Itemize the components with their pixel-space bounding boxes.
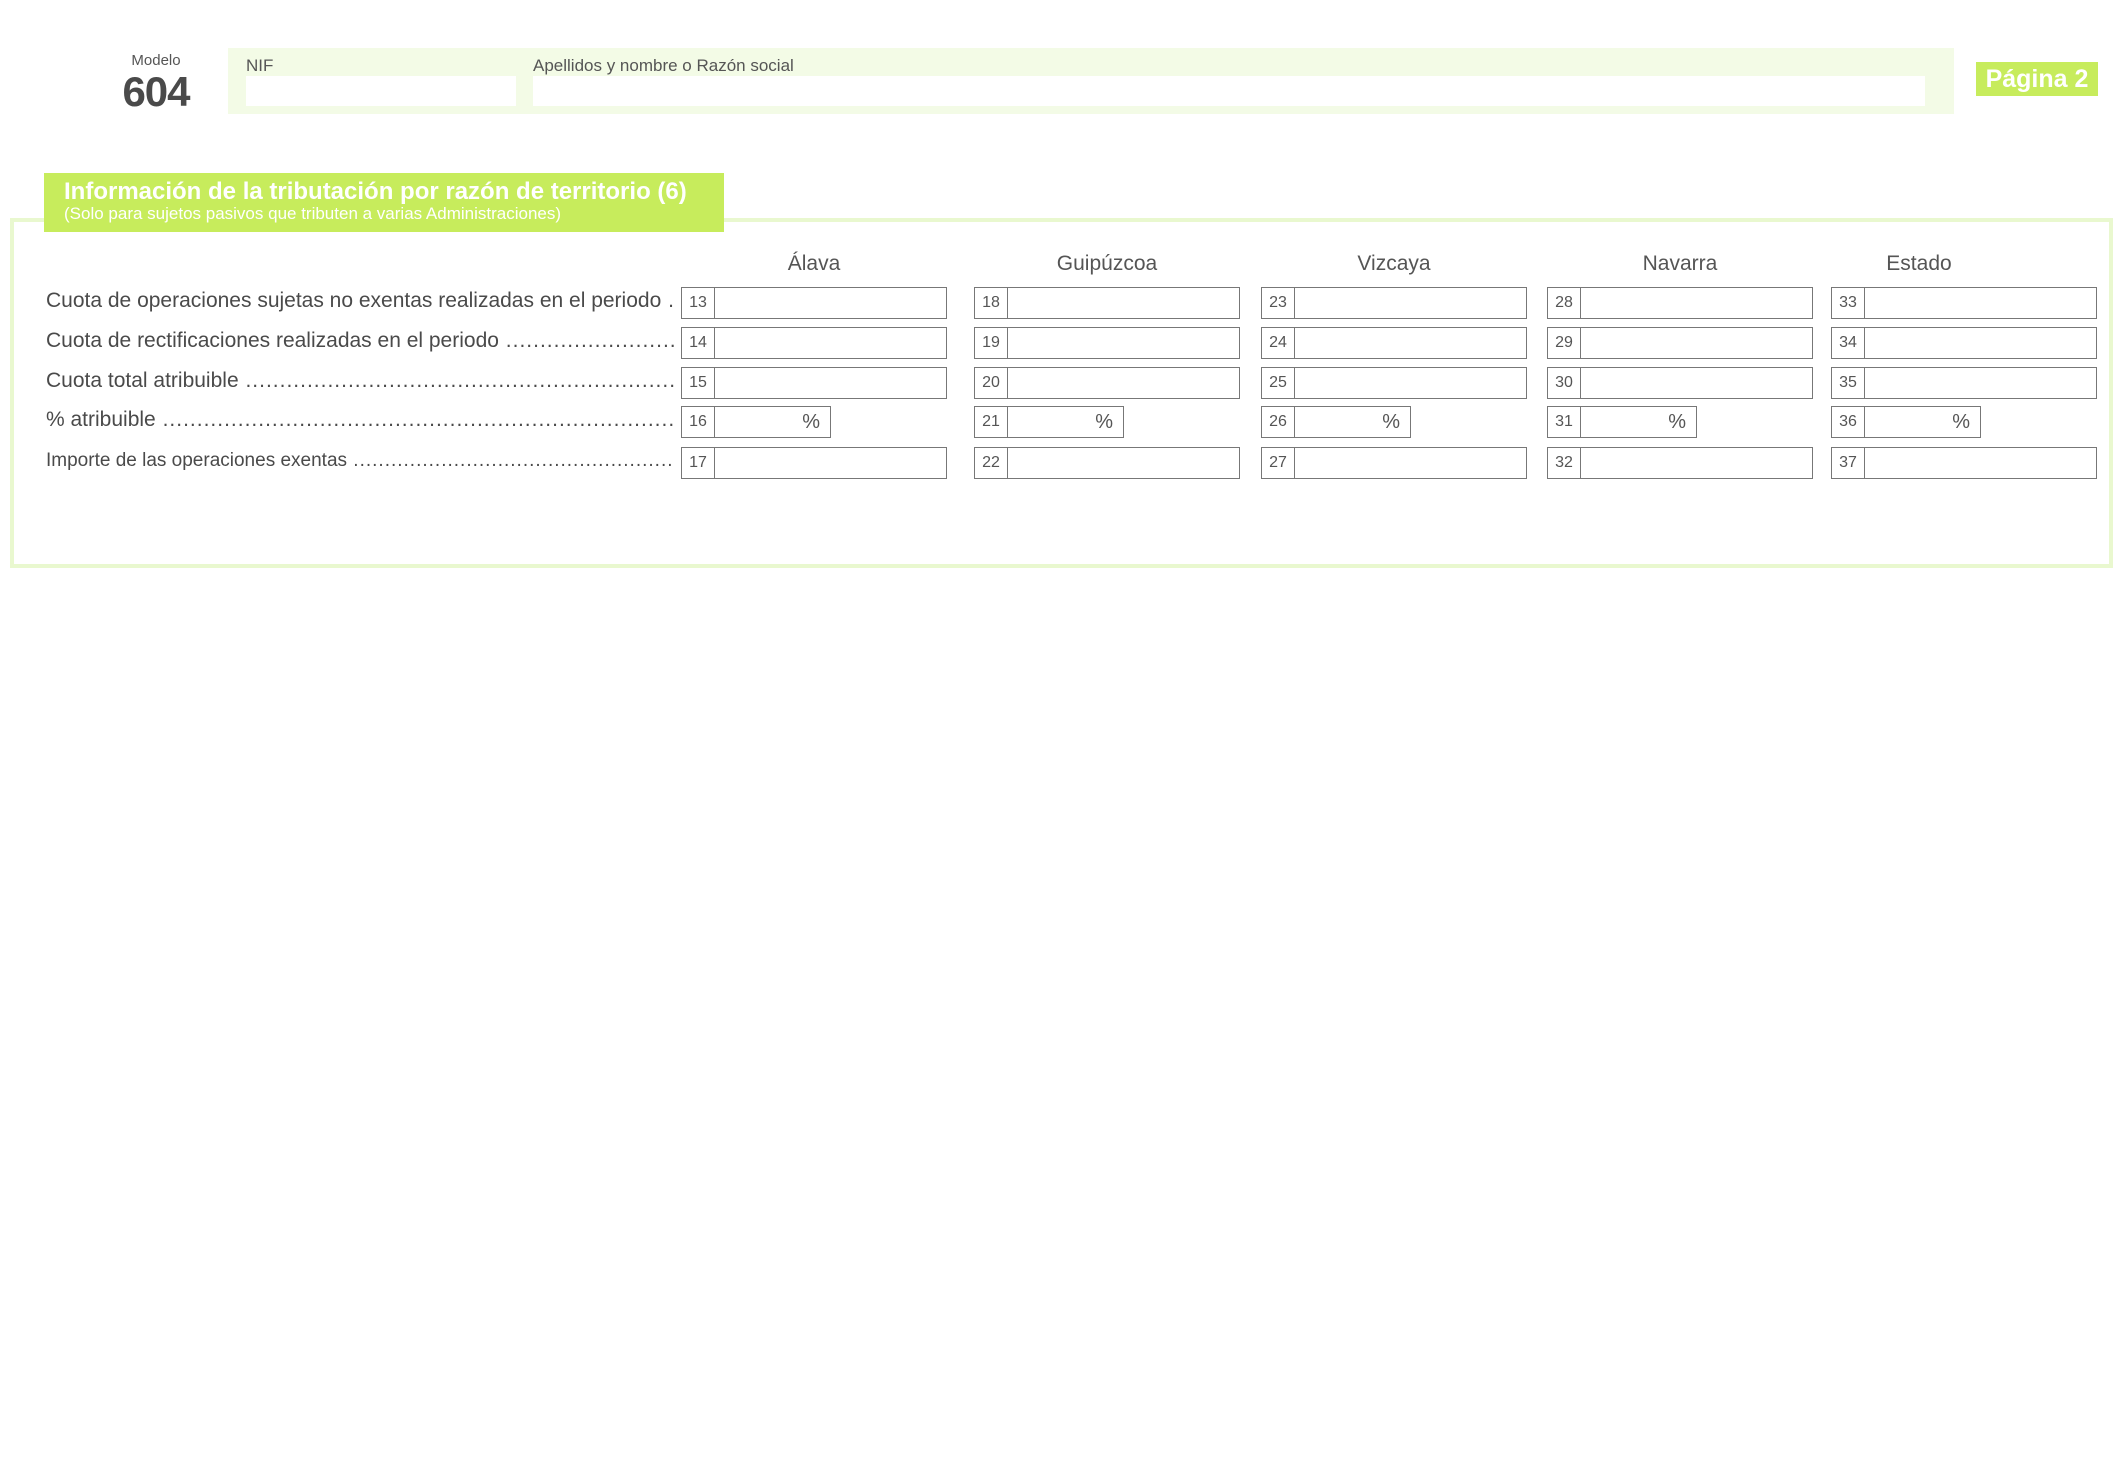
box-number: 27 [1262,448,1295,478]
box-24[interactable] [1261,327,1527,359]
nombre-field[interactable] [533,76,1925,106]
box-19[interactable] [974,327,1240,359]
row-label-2 [46,368,674,394]
modelo-number: 604 [122,68,190,115]
box-20-input[interactable] [1008,368,1239,398]
box-17[interactable] [681,447,947,479]
box-27-input[interactable] [1295,448,1526,478]
box-number: 15 [682,368,715,398]
box-31-input[interactable] [1581,407,1696,437]
row-label-text: Cuota total atribuible [46,369,239,392]
modelo-label: Modelo [131,52,181,69]
box-18-input[interactable] [1008,288,1239,318]
box-37-input[interactable] [1865,448,2096,478]
box-35-input[interactable] [1865,368,2096,398]
box-number: 33 [1832,288,1865,318]
box-number: 26 [1262,407,1295,437]
box-32[interactable] [1547,447,1813,479]
box-28[interactable] [1547,287,1813,319]
row-label-1 [46,328,674,354]
box-32-input[interactable] [1581,448,1812,478]
box-15[interactable] [681,367,947,399]
box-number: 17 [682,448,715,478]
box-number: 31 [1548,407,1581,437]
box-number: 21 [975,407,1008,437]
percent-sign: % [1668,411,1686,433]
box-number: 23 [1262,288,1295,318]
box-number: 30 [1548,368,1581,398]
box-24-input[interactable] [1295,328,1526,358]
box-17-input[interactable] [715,448,946,478]
nombre-label: Apellidos y nombre o Razón social [533,56,794,75]
box-27[interactable] [1261,447,1527,479]
box-37[interactable] [1831,447,2097,479]
percent-sign: % [1095,411,1113,433]
box-number: 18 [975,288,1008,318]
box-33-input[interactable] [1865,288,2096,318]
box-number: 36 [1832,407,1865,437]
box-36[interactable] [1831,406,1981,438]
box-13-input[interactable] [715,288,946,318]
box-18[interactable] [974,287,1240,319]
section-title: Información de la tributación por razón de territorio (6) [64,178,687,205]
row-label-3 [46,407,674,433]
box-25-input[interactable] [1295,368,1526,398]
box-34[interactable] [1831,327,2097,359]
box-29[interactable] [1547,327,1813,359]
box-22[interactable] [974,447,1240,479]
box-23-input[interactable] [1295,288,1526,318]
box-21-input[interactable] [1008,407,1123,437]
column-header-1: Guipúzcoa [1056,252,1158,275]
column-header-4: Estado [1886,252,1952,275]
percent-sign: % [1382,411,1400,433]
box-19-input[interactable] [1008,328,1239,358]
box-number: 37 [1832,448,1865,478]
box-23[interactable] [1261,287,1527,319]
box-number: 22 [975,448,1008,478]
box-36-input[interactable] [1865,407,1980,437]
box-number: 32 [1548,448,1581,478]
box-number: 16 [682,407,715,437]
box-35[interactable] [1831,367,2097,399]
box-number: 29 [1548,328,1581,358]
row-label-text: % atribuible [46,408,156,431]
box-31[interactable] [1547,406,1697,438]
box-20[interactable] [974,367,1240,399]
box-28-input[interactable] [1581,288,1812,318]
box-number: 24 [1262,328,1295,358]
box-16[interactable] [681,406,831,438]
box-21[interactable] [974,406,1124,438]
row-label-0 [46,288,674,314]
row-label-text: Cuota de operaciones sujetas no exentas realizadas en el periodo [46,289,662,312]
box-34-input[interactable] [1865,328,2096,358]
nif-field[interactable] [246,76,516,106]
column-header-3: Navarra [1642,252,1718,275]
box-13[interactable] [681,287,947,319]
box-29-input[interactable] [1581,328,1812,358]
box-number: 14 [682,328,715,358]
page-badge: Página 2 [1976,62,2098,96]
box-15-input[interactable] [715,368,946,398]
percent-sign: % [1952,411,1970,433]
box-22-input[interactable] [1008,448,1239,478]
box-number: 20 [975,368,1008,398]
box-25[interactable] [1261,367,1527,399]
box-33[interactable] [1831,287,2097,319]
identification-band [228,48,1954,114]
box-30-input[interactable] [1581,368,1812,398]
column-header-2: Vizcaya [1357,252,1431,275]
row-label-text: Importe de las operaciones exentas [46,450,348,471]
section-title-tab [44,173,724,232]
box-number: 28 [1548,288,1581,318]
row-label-4 [46,448,674,474]
box-number: 19 [975,328,1008,358]
box-30[interactable] [1547,367,1813,399]
nif-label: NIF [246,56,274,75]
percent-sign: % [802,411,820,433]
row-label-text: Cuota de rectificaciones realizadas en el periodo [46,329,499,352]
box-26-input[interactable] [1295,407,1410,437]
box-26[interactable] [1261,406,1411,438]
box-number: 34 [1832,328,1865,358]
section-subtitle: (Solo para sujetos pasivos que tributen a varias Administraciones) [64,204,562,223]
box-number: 25 [1262,368,1295,398]
box-number: 13 [682,288,715,318]
box-14[interactable] [681,327,947,359]
box-number: 35 [1832,368,1865,398]
box-16-input[interactable] [715,407,830,437]
box-14-input[interactable] [715,328,946,358]
modelo-block [118,52,194,114]
column-header-0: Álava [787,252,841,275]
